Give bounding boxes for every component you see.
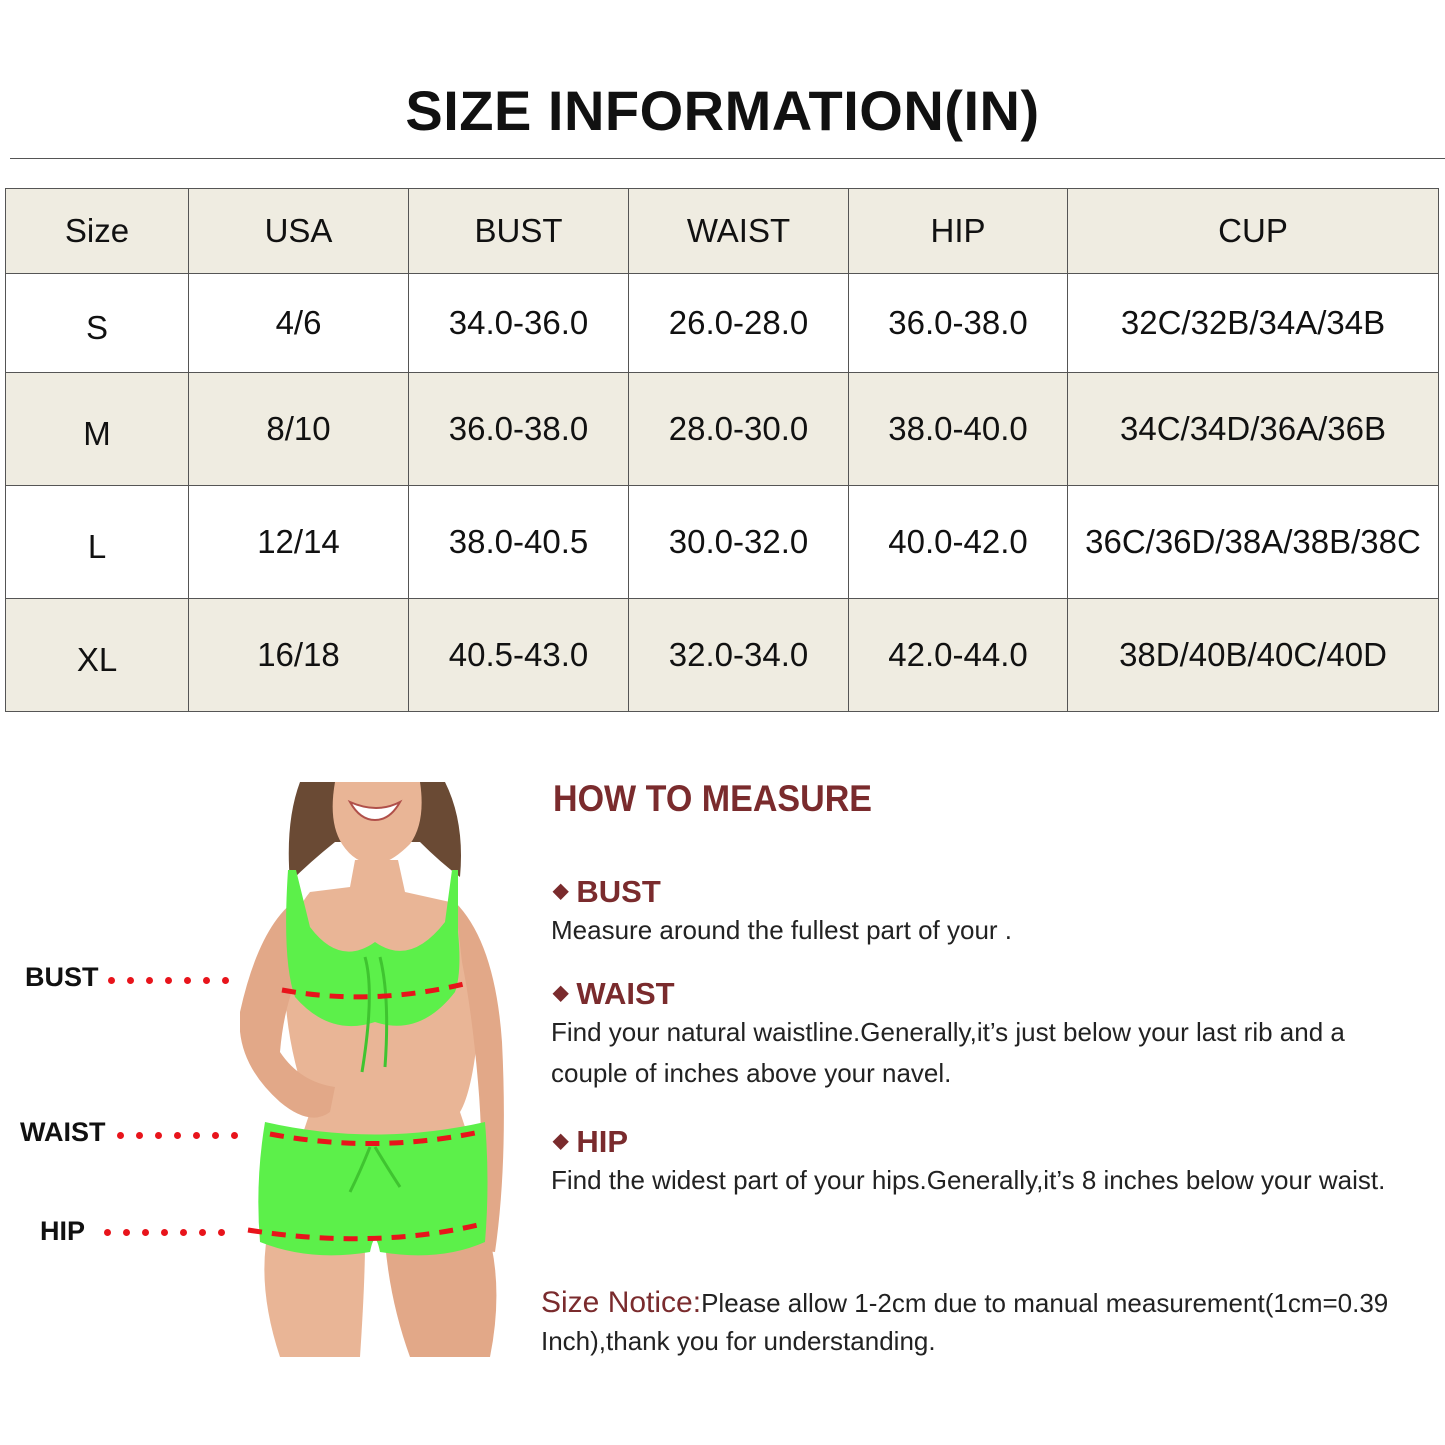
table-cell: M (6, 373, 189, 486)
table-cell: 40.5-43.0 (409, 599, 629, 712)
header-usa: USA (189, 189, 409, 274)
model-illustration (240, 782, 510, 1357)
diamond-bullet-icon: ◆ (553, 880, 569, 903)
table-cell: S (6, 274, 189, 373)
table-cell: 38.0-40.0 (849, 373, 1068, 486)
header-size: Size (6, 189, 189, 274)
table-cell: 32C/32B/34A/34B (1068, 274, 1439, 373)
figure-label-waist: WAIST (20, 1117, 106, 1147)
table-header-row (6, 189, 1439, 274)
bust-dots (108, 977, 238, 985)
figure-label-bust: BUST (25, 962, 99, 992)
header-bust: BUST (409, 189, 629, 274)
table-row (6, 486, 1439, 599)
hip-description: Find the widest part of your hips.Generally,it’s 8 inches below your waist. (551, 1165, 1386, 1195)
header-hip: HIP (849, 189, 1068, 274)
how-to-measure-title: HOW TO MEASURE (553, 778, 872, 819)
table-cell: 42.0-44.0 (849, 599, 1068, 712)
table-cell: 4/6 (189, 274, 409, 373)
table-cell: 34.0-36.0 (409, 274, 629, 373)
table-cell: L (6, 486, 189, 599)
waist-description: Find your natural waistline.Generally,it’s just below your last rib and a couple of inches above your navel. (551, 1017, 1345, 1088)
title-divider (10, 158, 1445, 159)
header-waist: WAIST (629, 189, 849, 274)
table-row (6, 373, 1439, 486)
table-cell: 38D/40B/40C/40D (1068, 599, 1439, 712)
size-notice-text: Please allow 1-2cm due to manual measurement(1cm=0.39 Inch),thank you for understanding. (541, 1288, 1389, 1356)
hip-dots (104, 1229, 239, 1237)
table-cell: 12/14 (189, 486, 409, 599)
hip-heading-text: HIP (576, 1124, 629, 1159)
table-cell: 26.0-28.0 (629, 274, 849, 373)
bust-heading-text: BUST (576, 874, 661, 909)
figure-label-hip: HIP (40, 1216, 86, 1246)
header-cup: CUP (1068, 189, 1439, 274)
table-cell: 36.0-38.0 (849, 274, 1068, 373)
table-cell: 32.0-34.0 (629, 599, 849, 712)
diamond-bullet-icon: ◆ (553, 982, 569, 1005)
table-cell: 40.0-42.0 (849, 486, 1068, 599)
bust-description: Measure around the fullest part of your . (551, 915, 1013, 945)
waist-heading (553, 976, 675, 1012)
waist-heading-text: WAIST (576, 976, 675, 1011)
table-cell: 38.0-40.5 (409, 486, 629, 599)
table-cell: 36.0-38.0 (409, 373, 629, 486)
table-cell: 28.0-30.0 (629, 373, 849, 486)
size-chart-table (5, 188, 1439, 712)
hip-heading (553, 1124, 628, 1160)
page-title: SIZE INFORMATION(IN) (405, 79, 1040, 142)
size-notice-label: Size Notice: (541, 1286, 702, 1319)
table-cell: 34C/34D/36A/36B (1068, 373, 1439, 486)
table-row (6, 274, 1439, 373)
table-row (6, 599, 1439, 712)
waist-dots (117, 1132, 247, 1140)
diamond-bullet-icon: ◆ (553, 1130, 569, 1153)
table-cell: 30.0-32.0 (629, 486, 849, 599)
table-cell: XL (6, 599, 189, 712)
table-cell: 36C/36D/38A/38B/38C (1068, 486, 1439, 599)
table-cell: 16/18 (189, 599, 409, 712)
size-notice (541, 1284, 1436, 1360)
table-cell: 8/10 (189, 373, 409, 486)
bust-heading (553, 874, 661, 910)
